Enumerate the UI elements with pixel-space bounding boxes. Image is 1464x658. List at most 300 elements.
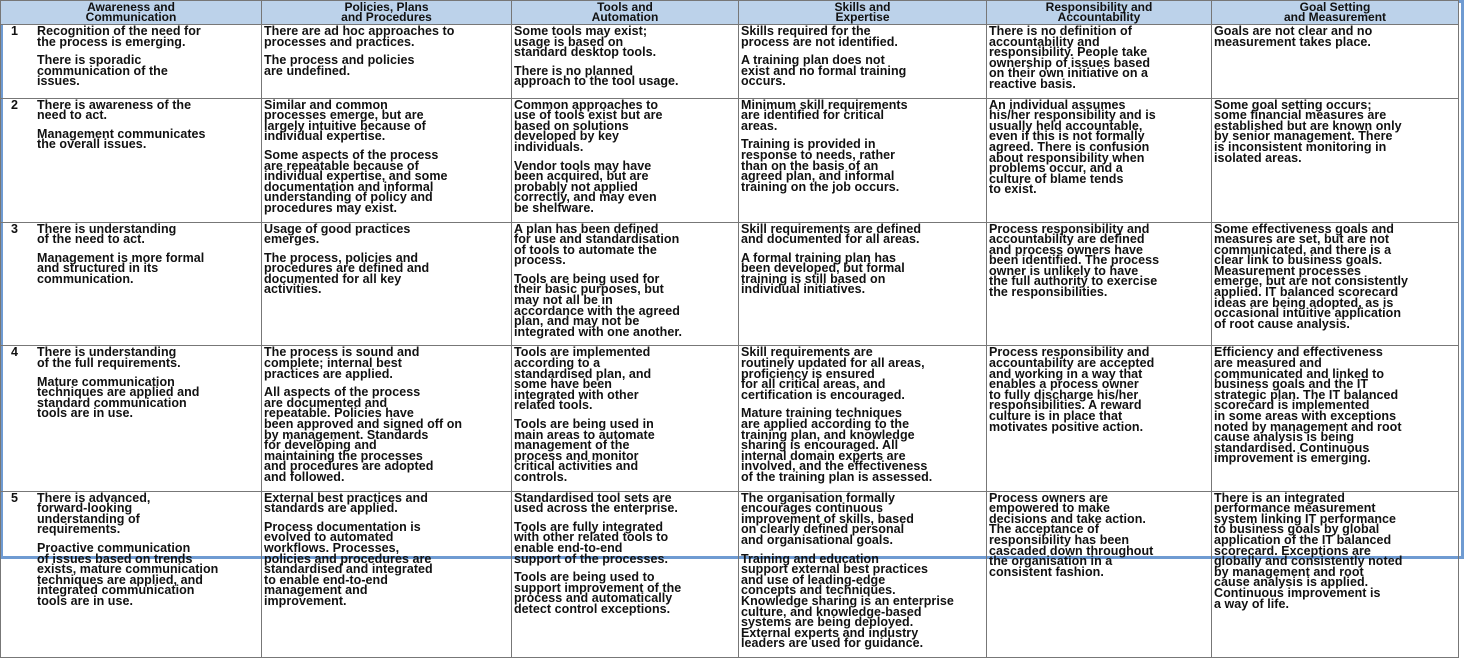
cell-awareness-communication (1, 346, 262, 491)
text-line: Common approaches to (514, 98, 659, 112)
cell-policies-plans-procedures (262, 491, 512, 657)
cell-paragraph (37, 374, 259, 421)
cell-paragraph (264, 519, 509, 608)
text-line: largely intuitive because of (264, 118, 426, 133)
text-line: problems occur, and a (989, 161, 1123, 176)
text-line: strategic plan. The IT balanced (1214, 387, 1399, 402)
maturity-level-number: 1 (11, 24, 18, 38)
text-line: There is advanced, (37, 491, 151, 505)
text-line: forward-looking (37, 501, 133, 516)
text-line: are documented and (264, 395, 388, 410)
text-line: standardised and integrated (264, 562, 433, 577)
text-line: Proactive communication (37, 540, 191, 555)
text-line: improvement. (264, 593, 347, 608)
text-line: on their own initiative on a (989, 66, 1149, 81)
cell-paragraph (514, 271, 736, 339)
text-line: plan, and may not be (514, 314, 640, 329)
text-line: standards are applied. (264, 501, 398, 516)
text-line: on clearly defined personal (741, 522, 905, 537)
text-line: and structured in its (37, 261, 159, 276)
table-header (1, 1, 1459, 25)
header-row (1, 1, 1459, 25)
text-line: than on the basis of an (741, 158, 879, 173)
text-line: Tools are fully integrated (514, 519, 664, 534)
text-line: communication of the (37, 63, 168, 78)
text-line: response to needs, rather (741, 147, 896, 162)
text-line: certification is encouraged. (741, 387, 905, 402)
text-line: Skill requirements are defined (741, 222, 922, 236)
cell-paragraph (989, 26, 1209, 90)
text-line: system linking IT performance (1214, 511, 1397, 526)
text-line: emerges. (264, 232, 320, 247)
text-line: Tools are implemented (514, 345, 651, 360)
cell-paragraph (741, 551, 984, 651)
cell-paragraph (989, 224, 1209, 298)
text-line: encourages continuous (741, 501, 884, 516)
maturity-level-number: 3 (11, 222, 18, 236)
cell-paragraph (514, 100, 736, 153)
cell-paragraph (741, 347, 984, 400)
text-line: cause analysis is being (1214, 430, 1355, 445)
text-line: External experts and industry (741, 625, 919, 640)
text-line: Continuous improvement is (1214, 585, 1381, 600)
text-line: scorecard is implemented (1214, 398, 1370, 413)
text-line: The process is sound and (264, 345, 420, 360)
text-line: applied. IT balanced scorecard (1214, 285, 1399, 300)
text-line: leaders are used for guidance. (741, 636, 924, 651)
text-line: cause analysis is applied. (1214, 575, 1369, 590)
cell-paragraph (37, 55, 259, 87)
cell-paragraph (741, 100, 984, 132)
text-line: been developed, but formal (741, 261, 905, 276)
text-line: proficiency is ensured (741, 366, 875, 381)
text-line: routinely updated for all areas, (741, 356, 925, 371)
text-line: involved, and the effectiveness (741, 459, 928, 474)
text-line: There is sporadic (37, 53, 142, 68)
text-line: The process, policies and (264, 250, 419, 265)
text-line: activities. (264, 282, 322, 297)
text-line: probably not applied (514, 179, 638, 194)
text-line: are applied according to the (741, 417, 910, 431)
text-line: enables a process owner (989, 377, 1139, 392)
cell-paragraph (264, 100, 509, 142)
text-line: for developing and (264, 438, 377, 453)
text-line: main areas to automate (514, 427, 655, 442)
header-line: Goal Setting (1299, 0, 1371, 14)
text-line: management of the (514, 438, 630, 453)
text-line: areas. (741, 118, 778, 133)
text-line: are undefined. (264, 63, 351, 78)
text-line: communicated and linked to (1214, 366, 1385, 381)
cell-policies-plans-procedures (262, 98, 512, 222)
text-line: A plan has been defined (514, 222, 659, 236)
text-line: emerge, but are not consistently (1214, 274, 1409, 289)
text-line: tools are in use. (37, 593, 134, 608)
header-line: Accountability (1057, 10, 1141, 24)
text-line: support external best practices (741, 562, 929, 577)
cell-paragraph (264, 347, 509, 379)
cell-paragraph (514, 347, 736, 411)
text-line: for use and standardisation (514, 232, 680, 247)
cell-goal-setting-measurement (1212, 346, 1459, 491)
text-line: procedures may exist. (264, 200, 398, 215)
text-line: Management is more formal (37, 250, 205, 265)
text-line: techniques are applied, and (37, 572, 203, 587)
text-line: are measured and (1214, 356, 1322, 371)
text-line: The organisation formally (741, 491, 896, 505)
text-line: training on the job occurs. (741, 179, 900, 194)
text-line: and working in a way that (989, 366, 1143, 381)
text-line: related tools. (514, 398, 593, 413)
table-body (1, 25, 1459, 658)
text-line: understanding of policy and (264, 190, 433, 205)
text-line: and procedures are adopted (264, 459, 434, 474)
text-line: of the full requirements. (37, 356, 181, 371)
column-header-responsibility-accountability (987, 1, 1212, 25)
text-line: policies and procedures are (264, 551, 432, 566)
text-line: is inconsistent monitoring in (1214, 139, 1387, 154)
text-line: application of the IT balanced (1214, 532, 1392, 547)
text-line: some have been (514, 377, 612, 392)
text-line: in some areas with exceptions (1214, 409, 1397, 423)
cell-policies-plans-procedures (262, 222, 512, 346)
text-line: about responsibility when (989, 150, 1145, 165)
header-line: Automation (591, 10, 659, 24)
text-line: Tools are being used for (514, 271, 660, 286)
text-line: his/her responsibility and is (989, 108, 1156, 123)
text-line: culture, and knowledge-based (741, 604, 922, 619)
maturity-level-row-1 (1, 25, 1459, 99)
cell-skills-expertise (739, 491, 987, 657)
cell-paragraph (514, 419, 736, 483)
text-line: internal domain experts are (741, 448, 906, 463)
maturity-level-number: 5 (11, 491, 18, 505)
text-line: culture is in place that (989, 409, 1123, 423)
text-line: process and automatically (514, 591, 673, 606)
text-line: There is no planned (514, 63, 634, 78)
text-line: process are not identified. (741, 34, 898, 49)
cell-paragraph (741, 408, 984, 482)
text-line: maintaining the processes (264, 448, 423, 463)
text-line: and process owners have (989, 242, 1143, 257)
text-line: based on solutions (514, 118, 629, 133)
text-line: the process is emerging. (37, 34, 186, 49)
text-line: accountability and (989, 34, 1100, 49)
text-line: There is understanding (37, 222, 177, 236)
cell-paragraph (514, 572, 736, 614)
text-line: responsibilities. A reward (989, 398, 1142, 413)
text-line: by management and root (1214, 564, 1364, 579)
cell-skills-expertise (739, 25, 987, 99)
text-line: Recognition of the need for (37, 24, 201, 38)
text-line: integrated with other (514, 387, 639, 402)
text-line: motivates positive action. (989, 419, 1144, 434)
header-line: Tools and (597, 0, 653, 14)
text-line: Mature training techniques (741, 406, 903, 421)
cell-paragraph (264, 147, 509, 215)
text-line: the responsibilities. (989, 285, 1108, 300)
maturity-level-number: 2 (11, 98, 18, 112)
text-line: established but are known only (1214, 118, 1402, 133)
text-line: usually held accountable, (989, 118, 1143, 133)
cell-tools-automation (512, 491, 739, 657)
cell-goal-setting-measurement (1212, 98, 1459, 222)
text-line: performance measurement (1214, 501, 1376, 516)
text-line: and organisational goals. (741, 532, 893, 547)
text-line: improvement is emerging. (1214, 451, 1371, 466)
text-line: standard communication (37, 395, 187, 410)
text-line: Training is provided in (741, 137, 876, 152)
text-line: Some aspects of the process (264, 147, 439, 162)
maturity-level-row-2 (1, 98, 1459, 222)
cell-paragraph (989, 347, 1209, 432)
text-line: The process and policies (264, 53, 415, 68)
cell-goal-setting-measurement (1212, 491, 1459, 657)
text-line: process and monitor (514, 448, 639, 463)
text-line: workflows. Processes, (264, 540, 400, 555)
cell-responsibility-accountability (987, 346, 1212, 491)
text-line: Skill requirements are (741, 345, 873, 360)
text-line: standardised. Continuous (1214, 440, 1370, 455)
cell-responsibility-accountability (987, 25, 1212, 99)
text-line: responsibility. People take (989, 45, 1148, 60)
text-line: Goals are not clear and no (1214, 24, 1373, 38)
text-line: repeatable. Policies have (264, 406, 414, 421)
text-line: be shelfware. (514, 200, 594, 215)
text-line: developed by key (514, 129, 620, 144)
cell-paragraph (1214, 224, 1456, 330)
text-line: Some goal setting occurs; (1214, 98, 1372, 112)
text-line: cascaded down throughout (989, 543, 1154, 558)
text-line: individual expertise. (264, 129, 386, 144)
text-line: There is an integrated (1214, 491, 1345, 505)
text-line: Management communicates (37, 126, 206, 141)
text-line: Standardised tool sets are (514, 491, 672, 505)
text-line: responsibility has been (989, 532, 1130, 547)
cell-tools-automation (512, 222, 739, 346)
text-line: issues. (37, 74, 80, 89)
text-line: integrated communication (37, 583, 195, 598)
cell-tools-automation (512, 346, 739, 491)
text-line: There are ad hoc approaches to (264, 24, 455, 38)
cell-paragraph (264, 224, 509, 245)
text-line: Skills required for the (741, 24, 871, 38)
text-line: for all critical areas, and (741, 377, 886, 392)
text-line: Process responsibility and (989, 345, 1150, 360)
text-line: scorecard. Exceptions are (1214, 543, 1371, 558)
text-line: need to act. (37, 108, 108, 123)
column-header-skills-expertise (739, 1, 987, 25)
text-line: to enable end-to-end (264, 572, 388, 587)
text-line: controls. (514, 469, 568, 484)
text-line: occurs. (741, 74, 786, 89)
text-line: according to a (514, 356, 601, 371)
text-line: The acceptance of (989, 522, 1099, 537)
text-line: management and (264, 583, 368, 598)
text-line: systems are being deployed. (741, 615, 914, 630)
header-line: and Procedures (341, 10, 432, 24)
text-line: improvement of skills, based (741, 511, 914, 526)
cell-paragraph (741, 224, 984, 245)
text-line: the full authority to exercise (989, 274, 1158, 289)
text-line: External best practices and (264, 491, 428, 505)
text-line: empowered to make (989, 501, 1111, 516)
text-line: documentation and informal (264, 179, 434, 194)
text-line: exist and no formal training (741, 63, 907, 78)
text-line: communicated, and there is a (1214, 242, 1392, 257)
text-line: noted by management and root (1214, 419, 1402, 434)
maturity-level-row-4 (1, 346, 1459, 491)
cell-skills-expertise (739, 346, 987, 491)
text-line: evolved to automated (264, 530, 394, 545)
text-line: occasional intuitive application (1214, 306, 1402, 321)
text-line: ideas are being adopted, as is (1214, 295, 1394, 310)
text-line: clear link to business goals. (1214, 253, 1383, 268)
text-line: tools are in use. (37, 406, 134, 421)
text-line: of issues based on trends (37, 551, 193, 566)
text-line: to fully discharge his/her (989, 387, 1139, 402)
maturity-level-number: 4 (11, 345, 18, 360)
text-line: and followed. (264, 469, 345, 484)
cell-paragraph (741, 139, 984, 192)
text-line: Process responsibility and (989, 222, 1150, 236)
cell-awareness-communication (1, 491, 262, 657)
text-line: of the training plan is assessed. (741, 469, 933, 484)
text-line: Process owners are (989, 491, 1109, 505)
cell-paragraph (37, 100, 259, 121)
cell-awareness-communication (1, 25, 262, 99)
text-line: Some tools may exist; (514, 24, 648, 38)
text-line: communication. (37, 271, 134, 286)
header-line: Responsibility and (1045, 0, 1153, 14)
cell-policies-plans-procedures (262, 25, 512, 99)
text-line: processes emerge, but are (264, 108, 424, 123)
cell-skills-expertise (739, 222, 987, 346)
cell-awareness-communication (1, 98, 262, 222)
text-line: detect control exceptions. (514, 601, 671, 616)
cell-paragraph (741, 493, 984, 546)
text-line: of root cause analysis. (1214, 316, 1350, 331)
text-line: procedures are defined and (264, 261, 430, 276)
text-line: Tools are being used in (514, 417, 654, 431)
text-line: An individual assumes (989, 98, 1126, 112)
text-line: standardised plan, and (514, 366, 652, 381)
header-line: Skills and (834, 0, 891, 14)
text-line: agreed plan, and informal (741, 169, 895, 184)
text-line: the overall issues. (37, 137, 147, 152)
cell-paragraph (989, 493, 1209, 578)
text-line: accordance with the agreed (514, 303, 680, 318)
cell-paragraph (37, 26, 259, 47)
text-line: Usage of good practices (264, 222, 411, 236)
text-line: isolated areas. (1214, 150, 1302, 165)
text-line: All aspects of the process (264, 385, 421, 400)
text-line: their basic purposes, but (514, 282, 664, 297)
cell-responsibility-accountability (987, 491, 1212, 657)
header-line: and Measurement (1283, 10, 1387, 24)
text-line: of the need to act. (37, 232, 145, 247)
text-line: business goals and the IT (1214, 377, 1369, 392)
text-line: individual expertise, and some (264, 169, 448, 184)
text-line: individual initiatives. (741, 282, 866, 297)
text-line: critical activities and (514, 459, 639, 474)
text-line: A formal training plan has (741, 250, 897, 265)
text-line: correctly, and may even (514, 190, 657, 205)
cell-paragraph (37, 250, 259, 286)
text-line: to exist. (989, 182, 1037, 197)
text-line: some financial measures are (1214, 108, 1387, 123)
text-line: Knowledge sharing is an enterprise (741, 593, 954, 608)
cell-paragraph (514, 493, 736, 514)
cell-paragraph (264, 250, 509, 297)
column-header-awareness-communication (1, 1, 262, 25)
text-line: to business goals by global (1214, 522, 1380, 537)
cell-paragraph (514, 63, 736, 89)
text-line: may not all be in (514, 293, 613, 308)
text-line: measurement takes place. (1214, 34, 1371, 49)
cell-tools-automation (512, 98, 739, 222)
cell-paragraph (264, 26, 509, 47)
cell-skills-expertise (739, 98, 987, 222)
cell-goal-setting-measurement (1212, 25, 1459, 99)
text-line: culture of blame tends (989, 171, 1124, 186)
text-line: accountability are accepted (989, 356, 1155, 371)
cell-paragraph (989, 100, 1209, 195)
column-header-goal-setting-measurement (1212, 1, 1459, 25)
text-line: Training and education (741, 551, 879, 566)
cell-paragraph (514, 519, 736, 566)
cell-paragraph (514, 224, 736, 266)
text-line: ownership of issues based (989, 55, 1151, 70)
text-line: support improvement of the (514, 580, 682, 595)
text-line: are identified for critical (741, 108, 885, 123)
cell-goal-setting-measurement (1212, 222, 1459, 346)
text-line: consistent fashion. (989, 564, 1104, 579)
text-line: measures are set, but are not (1214, 232, 1390, 247)
text-line: training plan, and knowledge (741, 427, 915, 442)
cell-paragraph (514, 158, 736, 215)
text-line: Mature communication (37, 374, 175, 389)
cell-paragraph (1214, 347, 1456, 464)
text-line: accountability are defined (989, 232, 1145, 247)
text-line: even if this is not formally (989, 129, 1145, 144)
text-line: use of tools exist but are (514, 108, 663, 123)
text-line: been acquired, but are (514, 169, 649, 184)
text-line: the organisation in a (989, 554, 1113, 569)
cell-paragraph (264, 387, 509, 482)
text-line: process. (514, 253, 566, 268)
header-line: Policies, Plans (344, 0, 429, 14)
cell-paragraph (1214, 493, 1456, 610)
text-line: reactive basis. (989, 76, 1076, 91)
text-line: enable end-to-end (514, 540, 623, 555)
text-line: and use of leading-edge (741, 572, 886, 587)
text-line: There is no definition of (989, 24, 1132, 38)
maturity-level-row-5 (1, 491, 1459, 657)
text-line: integrated with one another. (514, 324, 683, 339)
text-line: individuals. (514, 139, 584, 154)
cell-paragraph (514, 26, 736, 58)
text-line: Process documentation is (264, 519, 421, 534)
text-line: Measurement processes (1214, 263, 1361, 278)
cell-paragraph (37, 540, 259, 608)
text-line: and documented for all areas. (741, 232, 920, 247)
text-line: A training plan does not (741, 53, 885, 68)
text-line: agreed. There is confusion (989, 139, 1150, 154)
cell-paragraph (741, 55, 984, 87)
cell-responsibility-accountability (987, 98, 1212, 222)
text-line: support of the processes. (514, 551, 669, 566)
